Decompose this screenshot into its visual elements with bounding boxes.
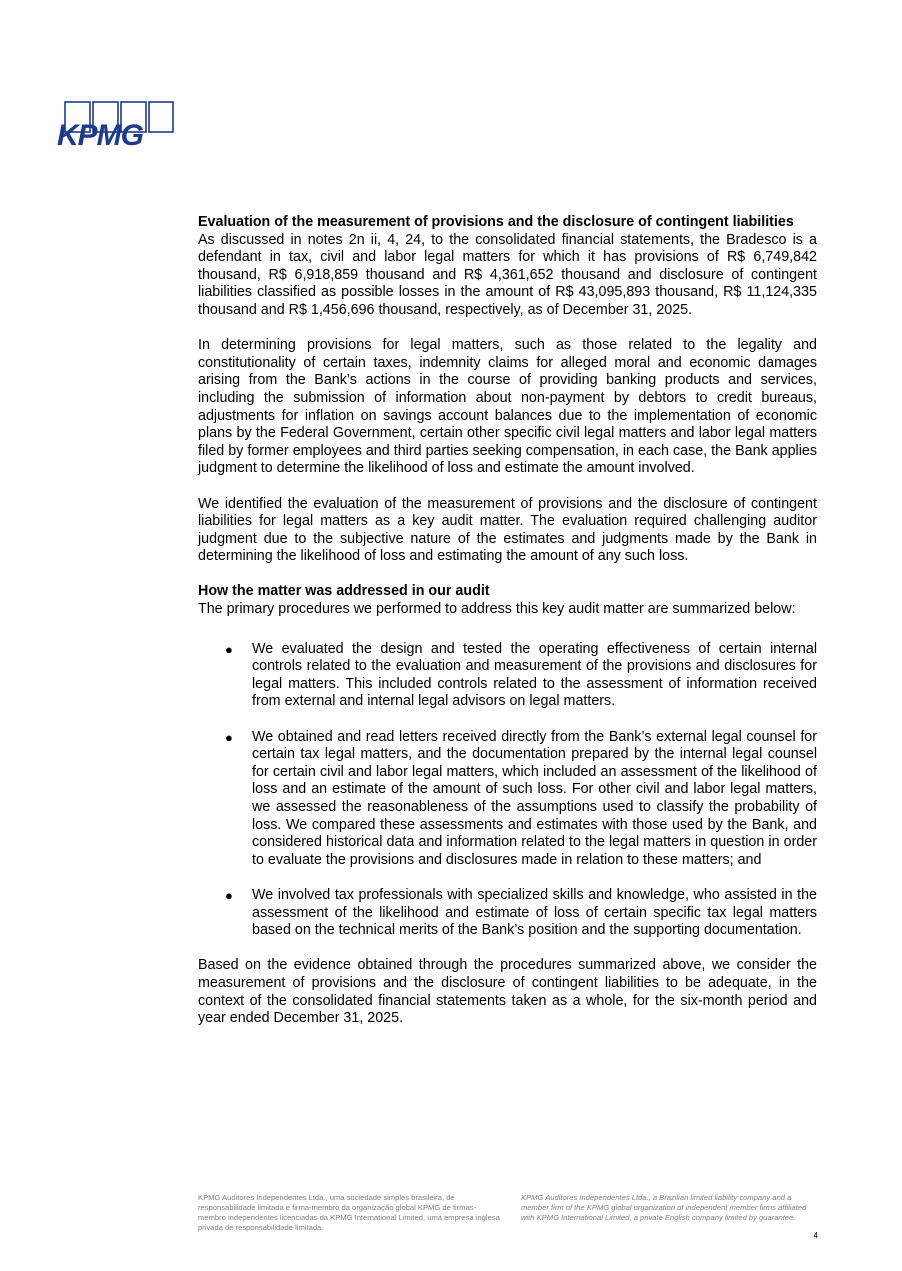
paragraph-determining-provisions: In determining provisions for legal matters, such as those related to the legality and constitutionality of certain taxes, indemnity claims for alleged moral and economic damages arising from the Bank’s actions in the course of providing banking products and services, including the submission of information about non-payment by debtors to credit bureaus, adjustments for inflation on savings account balances due to the implementation of economic plans by the Federal Government, certain other specific civil legal matters and labor legal matters filed by former employees and third parties seeking compensation, in each case, the Bank applies judgment to determine the likelihood of loss and estimate the amount involved. [198, 337, 817, 477]
bullet-icon: ● [225, 887, 233, 903]
paragraph-notes: As discussed in notes 2n ii, 4, 24, to the consolidated financial statements, the Bradesco is a defendant in tax, civil and labor legal matters for which it has provisions of R$ 6,749,842 thousand, R$ 6,918,859 thousand and R$ 4,361,652 thousand and disclosure of contingent liabilities classified as possible losses in the amount of R$ 43,095,893 thousand, R$ 11,124,335 thousand and R$ 1,456,696 thousand, respectively, as of December 31, 2025. [198, 231, 817, 318]
section-heading-evaluation: Evaluation of the measurement of provisions and the disclosure of contingent liabilities [198, 214, 794, 230]
kpmg-logo [57, 101, 175, 149]
kpmg-logo-text: KPMG [57, 119, 143, 149]
paragraph-key-audit-matter: We identified the evaluation of the measurement of provisions and the disclosure of contingent liabilities for legal matters as a key audit matter. The evaluation required challenging auditor judgment due to the subjective nature of the estimates and judgments made by the Bank in determining the likelihood of loss and estimating the amount of any such loss. [198, 495, 817, 565]
footer-legal-english: KPMG Auditores Independentes Ltda., a Brazilian limited liability company and a member firm of the KPMG global organization of independent member firms affiliated with KPMG International Limited, a private English company limited by guarantee. [521, 1193, 807, 1222]
procedures-list [198, 641, 817, 940]
bullet-icon: ● [225, 641, 233, 657]
paragraph-conclusion: Based on the evidence obtained through the procedures summarized above, we consider the measurement of provisions and the disclosure of contingent liabilities to be adequate, in the context of the consolidated financial statements taken as a whole, for the six-month period and year ended December 31, 2025. [198, 957, 817, 1027]
list-item [198, 887, 817, 940]
page-number: 4 [813, 1231, 818, 1240]
bullet-icon: ● [225, 729, 233, 745]
list-item-text: We obtained and read letters received directly from the Bank’s external legal counsel for certain tax legal matters, and the documentation prepared by the internal legal counsel for certain civil and labor legal matters, which included an assessment of the likelihood of loss and an estimate of the amount of such loss. For other civil and labor legal matters, we assessed the reasonableness of the assumptions used to classify the probability of loss. We compared these assessments and estimates with those used by the Bank, and considered historical data and information related to the legal matters in question in order to evaluate the provisions and disclosures made in relation to these matters; and [252, 728, 817, 868]
list-item-text: We involved tax professionals with specialized skills and knowledge, who assisted in the assessment of the likelihood and estimate of loss of certain specific tax legal matters based on the technical merits of the Bank’s position and the supporting documentation. [252, 886, 817, 939]
footer-legal-portuguese: KPMG Auditores Independentes Ltda., uma sociedade simples brasileira, de responsabilidade limitada e firma-membro da organização global KPMG de firmas-membro independentes licenciadas da KPMG International Limited, uma empresa inglesa privada de responsabilidade limitada. [198, 1193, 500, 1232]
paragraph-procedures-intro: The primary procedures we performed to address this key audit matter are summarized below: [198, 601, 796, 618]
document-body [198, 214, 817, 1028]
list-item [198, 641, 817, 711]
section-heading-how-addressed: How the matter was addressed in our audit [198, 583, 490, 600]
list-item [198, 729, 817, 870]
list-item-text: We evaluated the design and tested the operating effectiveness of certain internal controls related to the evaluation and measurement of the provisions and disclosures for legal matters. This included controls related to the assessment of information received from external and internal legal advisors on legal matters. [252, 640, 817, 710]
